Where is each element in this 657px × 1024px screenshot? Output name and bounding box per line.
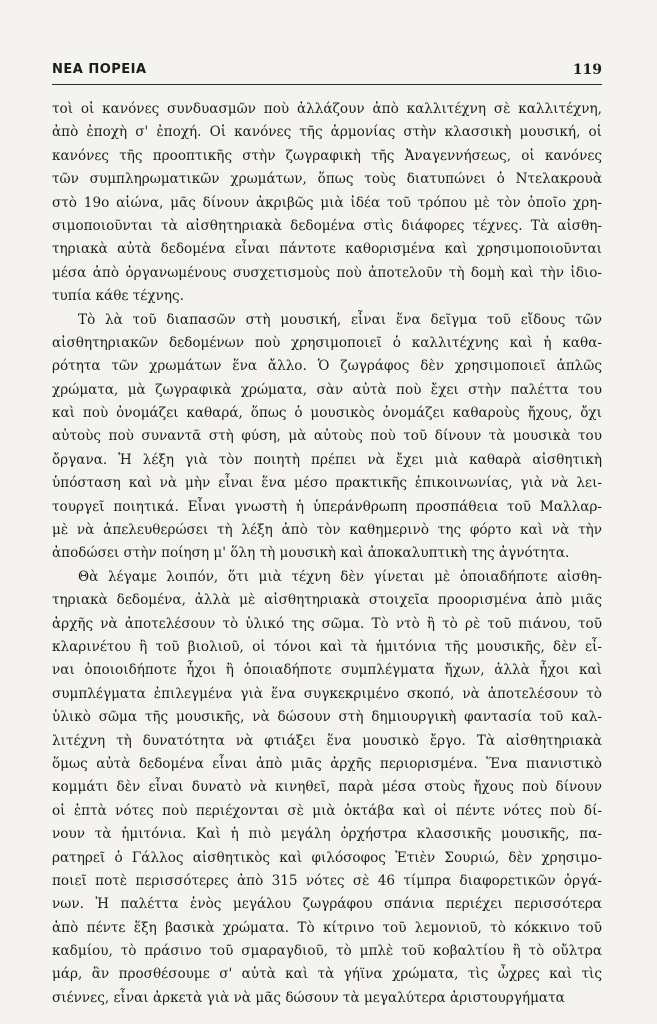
text-line: τηριακὰ δεδομένα, ἀλλὰ μὲ αἰσθητηριακὰ στοιχεῖα προορισμένα ἀπὸ μιᾶς	[52, 592, 602, 609]
header-rule	[52, 84, 602, 85]
text-line: ὑλικὸ σῶμα τῆς μουσικῆς, νὰ δώσουν στὴ δημιουργικὴ φαντασία τοῦ καλ-	[52, 709, 602, 726]
text-line: συμπλέγματα ἐπιλεγμένα γιὰ ἕνα συγκεκριμένο σκοπό, νὰ ἀποτελέσουν τὸ	[52, 685, 602, 702]
page-header	[52, 62, 602, 82]
text-line: κλαρινέτου ἢ τοῦ βιολιοῦ, οἱ τόνοι καὶ τὰ ἡμιτόνια τῆς μουσικῆς, δὲν εἶ-	[52, 638, 602, 655]
text-line: μὲ νὰ ἀπελευθερώσει τὴ λέξη ἀπὸ τὸν καθημερινὸ της φόρτο καὶ νὰ τὴν	[52, 522, 602, 539]
text-line: ἀπὸ ἐποχὴ σ' ἐποχή. Οἱ κανόνες τῆς ἁρμονίας στὴν κλασσικὴ μουσική, οἱ	[52, 124, 602, 141]
text-line: λιτέχνη τὴ δυνατότητα νὰ φτιάξει ἕνα μουσικὸ ἔργο. Τὰ αἰσθητηριακὰ	[52, 732, 602, 749]
text-line: ἀπὸ πέντε ἕξη βασικὰ χρώματα. Τὸ κίτρινο τοῦ λεμονιοῦ, τὸ κόκκινο τοῦ	[52, 919, 602, 936]
text-line: νων. Ἡ παλέττα ἑνὸς μεγάλου ζωγράφου σπάνια περιέχει περισσότερα	[52, 896, 602, 913]
text-line: νουν τὰ ἡμιτόνια. Καὶ ἡ πιὸ μεγάλη ὀρχήστρα κλασσικῆς μουσικῆς, πα-	[52, 826, 602, 843]
text-line: τουργεῖ ποιητικά. Εἶναι γνωστὴ ἡ ὑπεράνθρωπη προσπάθεια τοῦ Μαλλαρ-	[52, 498, 602, 515]
page-number: 119	[572, 62, 602, 78]
text-line: ἀρχῆς νὰ ἀποτελέσουν τὸ ὑλικό της σῶμα. Τὸ ντὸ ἢ τὸ ρὲ τοῦ πιάνου, τοῦ	[52, 615, 602, 632]
text-line: ὑπόσταση καὶ νὰ μὴν εἶναι ἕνα μέσο πρακτικῆς ἐπικοινωνίας, γιὰ νὰ λει-	[52, 475, 602, 492]
text-line: αἰσθητηριακῶν δεδομένων ποὺ χρησιμοποιεῖ ὁ καλλιτέχνης καὶ ἡ καθα-	[52, 334, 602, 351]
body-text	[52, 98, 602, 1010]
text-line: ρατηρεῖ ὁ Γάλλος αἰσθητικὸς καὶ φιλόσοφος Ἐτιὲν Σουριώ, δὲν χρησιμο-	[52, 849, 602, 866]
text-line: κομμάτι δὲν εἶναι δυνατὸ νὰ κινηθεῖ, παρὰ μέσα στοὺς ἤχους ποὺ δίνουν	[52, 779, 602, 796]
text-line: μέσα ἀπὸ ὀργανωμένους συσχετισμοὺς ποὺ ἀποτελοῦν τὴ δομὴ καὶ τὴν ἰδιο-	[52, 264, 602, 281]
paragraph-2	[52, 309, 602, 566]
text-line: τοὶ οἱ κανόνες συνδυασμῶν ποὺ ἀλλάζουν ἀπὸ καλλιτέχνη σὲ καλλιτέχνη,	[52, 101, 602, 117]
text-line: αὐτοὺς ποὺ συναντᾶ στὴ φύση, μὰ αὐτοὺς ποὺ τοῦ δίνουν τὰ μουσικὰ του	[52, 428, 602, 445]
text-line: σιμοποιοῦνται τὰ αἰσθητηριακὰ δεδομένα στὶς διάφορες τέχνες. Τὰ αἰσθη-	[52, 217, 602, 234]
text-line: ὄργανα. Ἡ λέξη γιὰ τὸν ποιητὴ πρέπει νὰ ἔχει μιὰ καθαρὰ αἰσθητικὴ	[52, 451, 602, 468]
paragraph-1	[52, 98, 602, 309]
text-line: κανόνες τῆς προοπτικῆς στὴν ζωγραφικὴ τῆς Ἀναγεννήσεως, οἱ κανόνες	[52, 147, 602, 164]
text-line: τῶν συμπληρωματικῶν χρωμάτων, ὅπως τοὺς διατυπώνει ὁ Ντελακρουὰ	[52, 171, 602, 188]
paragraph-3	[52, 566, 602, 1010]
running-title: ΝΕΑ ΠΟΡΕΙΑ	[52, 62, 147, 77]
text-line: ναι ὁποιοιδήποτε ἦχοι ἢ ὁποιαδήποτε συμπλέγματα ἤχων, ἀλλὰ ἦχοι καὶ	[52, 662, 602, 679]
text-line: ποιεῖ ποτὲ περισσότερες ἀπὸ 315 νότες σὲ 46 τίμπρα διαφορετικῶν ὀργά-	[52, 872, 602, 889]
text-line: χρώματα, μὰ ζωγραφικὰ χρώματα, σὰν αὐτὰ ποὺ ἔχει στὴν παλέττα του	[52, 381, 602, 398]
text-line: ρότητα τῶν χρωμάτων ἕνα ἄλλο. Ὁ ζωγράφος δὲν χρησιμοποιεῖ ἁπλῶς	[52, 358, 602, 375]
text-line: οἱ ἑπτὰ νότες ποὺ περιέχονται σὲ μιὰ ὀκτάβα καὶ οἱ πέντε νότες ποὺ δί-	[52, 802, 602, 819]
text-line: Θὰ λέγαμε λοιπόν, ὅτι μιὰ τέχνη δὲν γίνεται μὲ ὁποιαδήποτε αἰσθη-	[78, 568, 602, 585]
text-line: τυπία κάθε τέχνης.	[52, 288, 184, 305]
text-line: ὅμως αὐτὰ δεδομένα εἶναι ἀπὸ μιᾶς ἀρχῆς περιορισμένα. Ἕνα πιανιστικὸ	[52, 755, 602, 772]
text-line: σιέννες, εἶναι ἀρκετὰ γιὰ νὰ μᾶς δώσουν τὰ μεγαλύτερα ἀριστουργήματα	[52, 989, 565, 1006]
text-line: τηριακὰ αὐτὰ δεδομένα εἶναι πάντοτε καθορισμένα καὶ χρησιμοποιοῦνται	[52, 241, 602, 258]
text-line: καδμίου, τὸ πράσινο τοῦ σμαραγδιοῦ, τὸ μπλὲ τοῦ κοβαλτίου ἢ τὸ οὔλτρα	[52, 943, 602, 960]
text-line: Τὸ λὰ τοῦ διαπασῶν στὴ μουσική, εἶναι ἕνα δεῖγμα τοῦ εἴδους τῶν	[78, 311, 602, 328]
text-line: καὶ ποὺ ὀνομάζει καθαρά, ὅπως ὁ μουσικὸς ὀνομάζει καθαροὺς ἤχους, ὄχι	[52, 405, 602, 422]
text-line: ἀποδώσει στὴν ποίηση μ' ὅλη τὴ μουσικὴ καὶ ἀποκαλυπτικὴ της ἀγνότητα.	[52, 545, 570, 562]
text-line: στὸ 19ο αἰώνα, μᾶς δίνουν ἀκριβῶς μιὰ ἰδέα τοῦ τρόπου μὲ τὸν ὁποῖο χρη-	[52, 194, 602, 211]
text-line: μάρ, ἂν προσθέσουμε σ' αὐτὰ καὶ τὰ γήϊνα χρώματα, τὶς ὦχρες καὶ τὶς	[52, 966, 602, 983]
